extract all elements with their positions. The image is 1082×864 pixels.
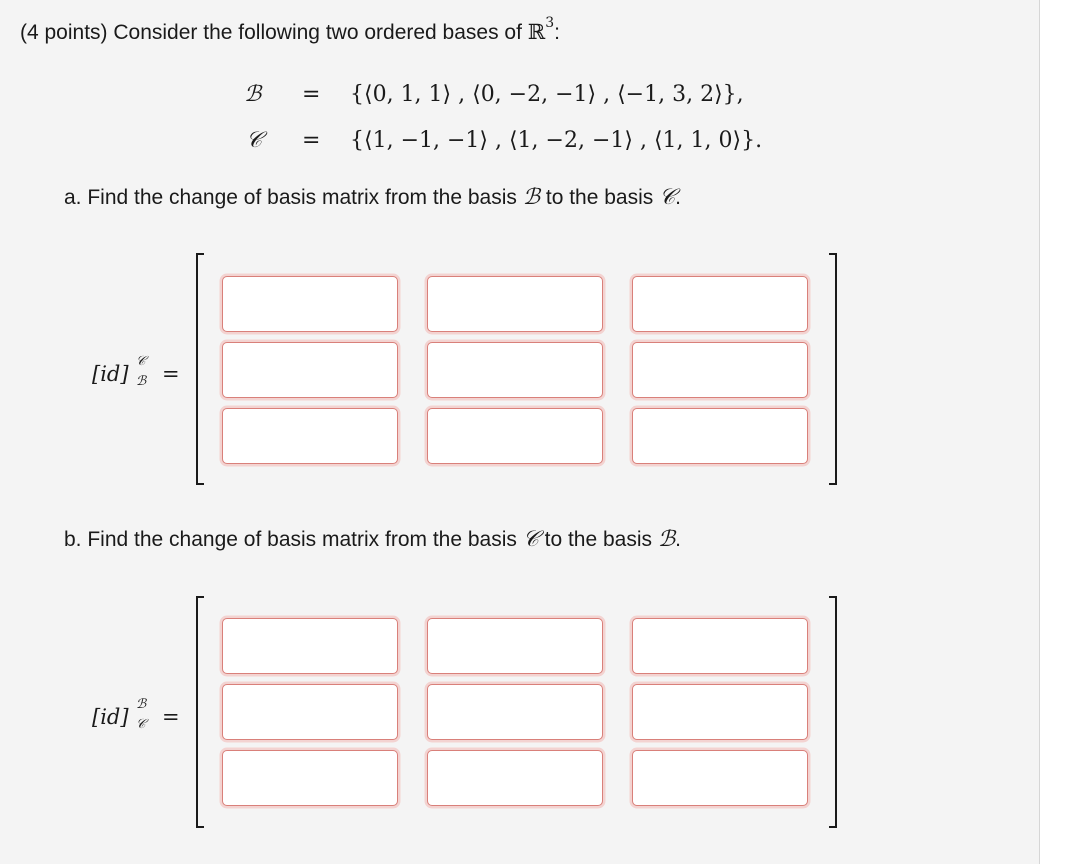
part-a-from: ℬ	[522, 185, 541, 210]
part-a-middle: to the basis	[545, 186, 654, 209]
part-b-lhs-main: [id]	[92, 705, 129, 729]
part-a-cell-r2c2[interactable]	[427, 342, 603, 398]
part-a-right-bracket	[829, 253, 837, 485]
space-exponent: 3	[545, 15, 555, 31]
space-suffix: :	[554, 21, 561, 44]
part-b-cell-r2c3[interactable]	[632, 684, 808, 740]
part-a-lhs-sub: ℬ	[136, 374, 147, 389]
part-a-cell-r2c3[interactable]	[632, 342, 808, 398]
part-b-cell-r1c3[interactable]	[632, 618, 808, 674]
part-b-cell-r3c2[interactable]	[427, 750, 603, 806]
part-b-cell-r2c1[interactable]	[222, 684, 398, 740]
part-b-lhs-equals: =	[162, 705, 180, 729]
basis-c-symbol: 𝒞	[246, 128, 263, 153]
part-a-cell-r3c2[interactable]	[427, 408, 603, 464]
basis-c-vectors: {⟨1, −1, −1⟩ , ⟨1, −2, −1⟩ , ⟨1, 1, 0⟩}.	[350, 128, 763, 153]
part-b-lhs	[92, 697, 180, 732]
basis-b-vectors: {⟨0, 1, 1⟩ , ⟨0, −2, −1⟩ , ⟨−1, 3, 2⟩},	[350, 82, 744, 107]
part-b-cell-r3c1[interactable]	[222, 750, 398, 806]
part-a-lhs-main: [id]	[92, 362, 129, 386]
part-a-suffix: .	[675, 186, 682, 209]
basis-c-equals: =	[302, 128, 321, 153]
part-b-right-bracket	[829, 596, 837, 828]
part-b-cell-r1c2[interactable]	[427, 618, 603, 674]
part-b-prefix: b. Find the change of basis matrix from the basis	[64, 528, 517, 551]
part-b-left-bracket	[196, 596, 204, 828]
part-b-cell-r1c1[interactable]	[222, 618, 398, 674]
part-a-cell-r3c1[interactable]	[222, 408, 398, 464]
part-a-prefix: a. Find the change of basis matrix from the basis	[64, 186, 517, 209]
part-b-middle: to the basis	[544, 528, 653, 551]
part-b-to: ℬ	[657, 527, 676, 552]
part-b-prompt	[64, 527, 681, 552]
part-a-left-bracket	[196, 253, 204, 485]
part-b-from: 𝒞	[522, 527, 539, 552]
part-b-cell-r2c2[interactable]	[427, 684, 603, 740]
space-symbol: ℝ	[527, 20, 546, 44]
part-a-to: 𝒞	[659, 185, 676, 210]
question-header	[20, 15, 561, 45]
part-a-cell-r1c2[interactable]	[427, 276, 603, 332]
part-a-cell-r2c1[interactable]	[222, 342, 398, 398]
part-a-prompt	[64, 185, 681, 210]
part-b-suffix: .	[675, 528, 682, 551]
part-b-cell-r3c3[interactable]	[632, 750, 808, 806]
part-a-cell-r1c3[interactable]	[632, 276, 808, 332]
part-a-lhs-sup: 𝒞	[136, 354, 146, 369]
basis-b-equals: =	[302, 82, 321, 107]
question-text: (4 points) Consider the following two ordered bases of	[20, 21, 522, 44]
part-a-lhs-equals: =	[162, 362, 180, 386]
part-b-lhs-sub: 𝒞	[136, 717, 146, 732]
part-a-cell-r1c1[interactable]	[222, 276, 398, 332]
basis-b-symbol: ℬ	[244, 82, 262, 107]
part-a-cell-r3c3[interactable]	[632, 408, 808, 464]
part-b-lhs-sup: ℬ	[136, 697, 147, 712]
part-a-lhs	[92, 354, 180, 389]
